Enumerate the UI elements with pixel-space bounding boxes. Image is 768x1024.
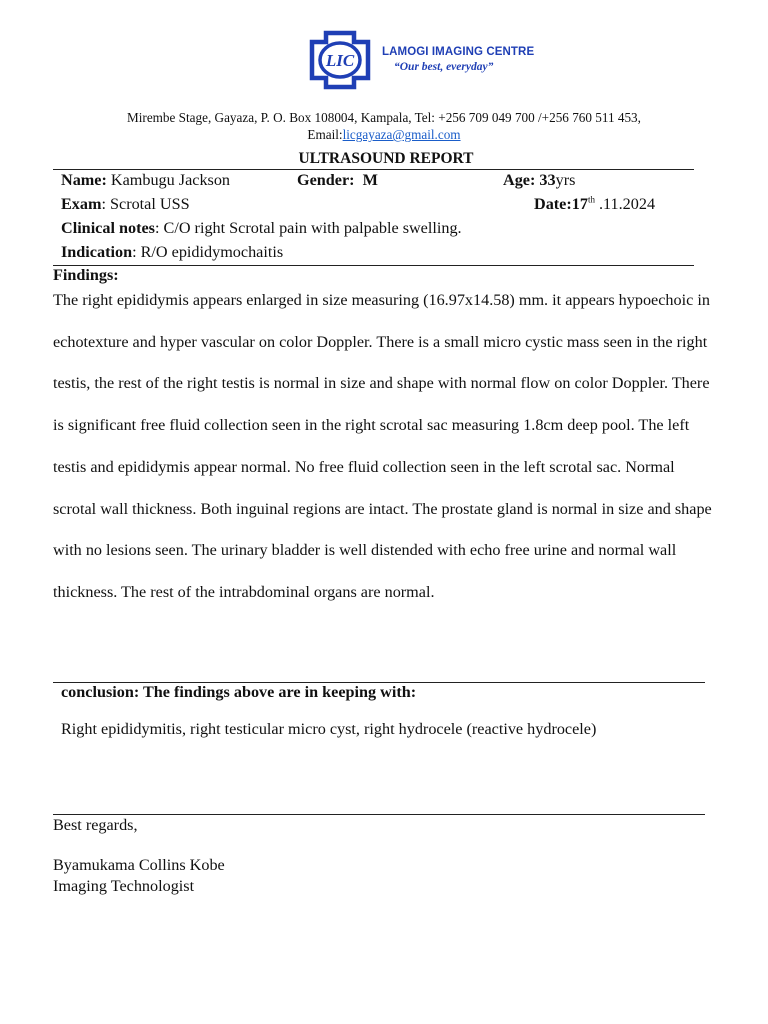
conclusion-label: conclusion: The findings above are in keeping with: bbox=[61, 683, 417, 701]
date-label: Date: bbox=[534, 195, 572, 213]
clinical-label: Clinical notes bbox=[61, 219, 155, 237]
gender-value: M bbox=[362, 171, 378, 189]
indication bbox=[61, 243, 283, 262]
age-value: 33 bbox=[539, 171, 556, 189]
name-label: Name: bbox=[61, 171, 107, 189]
signatory-name: Byamukama Collins Kobe bbox=[53, 856, 225, 874]
clinic-name: LAMOGI IMAGING CENTRE bbox=[382, 46, 535, 58]
indication-value: : R/O epididymochaitis bbox=[132, 243, 284, 261]
exam bbox=[61, 195, 190, 214]
name-value: Kambugu Jackson bbox=[110, 171, 231, 189]
address-line: Mirembe Stage, Gayaza, P. O. Box 108004, Kampala, Tel: +256 709 049 700 /+256 760 511 453, bbox=[127, 110, 641, 125]
indication-label: Indication bbox=[61, 243, 133, 261]
signatory-role: Imaging Technologist bbox=[53, 877, 195, 895]
date-suffix: th bbox=[587, 194, 595, 205]
patient-age bbox=[503, 171, 575, 190]
report-date bbox=[534, 195, 655, 214]
header-rule-bottom bbox=[53, 265, 694, 266]
patient-name bbox=[61, 171, 230, 190]
clinic-logo bbox=[304, 28, 535, 92]
clinical-value: : C/O right Scrotal pain with palpable swelling. bbox=[154, 219, 462, 237]
clinic-address bbox=[40, 109, 728, 143]
email-line bbox=[40, 126, 728, 143]
date-day: 17 bbox=[571, 195, 588, 213]
signature-rule bbox=[53, 814, 705, 815]
closing: Best regards, bbox=[53, 816, 138, 834]
date-rest: .11.2024 bbox=[594, 195, 656, 213]
clinic-tagline: “Our best, everyday” bbox=[394, 61, 494, 73]
logo-initials: LIC bbox=[325, 51, 355, 70]
email-label: Email: bbox=[307, 127, 343, 142]
email-link[interactable]: licgayaza@gmail.com bbox=[342, 127, 461, 142]
findings-label: Findings: bbox=[53, 266, 119, 284]
clinical-notes bbox=[61, 219, 462, 238]
patient-gender bbox=[297, 171, 378, 190]
gender-label: Gender: bbox=[297, 171, 355, 189]
exam-label: Exam bbox=[61, 195, 102, 213]
exam-value: : Scrotal USS bbox=[101, 195, 190, 213]
header-rule-top bbox=[53, 169, 694, 170]
age-label: Age: bbox=[503, 171, 536, 189]
age-unit: yrs bbox=[555, 171, 576, 189]
report-title: ULTRASOUND REPORT bbox=[298, 150, 474, 167]
clinic-logo-mark bbox=[304, 28, 376, 92]
conclusion-text: Right epididymitis, right testicular micro cyst, right hydrocele (reactive hydrocele) bbox=[61, 720, 597, 738]
findings-text: The right epididymis appears enlarged in size measuring (16.97x14.58) mm. it appears hypoechoic in echotexture and hyper vascular on color Doppler. There is a small micro cystic mass seen in the right testis, the rest of the right testis is normal in size and shape with normal flow on color Doppler. There is significant free fluid collection seen in the right scrotal sac measuring 1.8cm deep pool. The left testis and epididymis appear normal. No free fluid collection seen in the left scrotal sac. Normal scrotal wall thickness. Both inguinal regions are intact. The prostate gland is normal in size and shape with no lesions seen. The urinary bladder is well distended with echo free urine and normal wall thickness. The rest of the intrabdominal organs are normal. bbox=[53, 291, 712, 601]
